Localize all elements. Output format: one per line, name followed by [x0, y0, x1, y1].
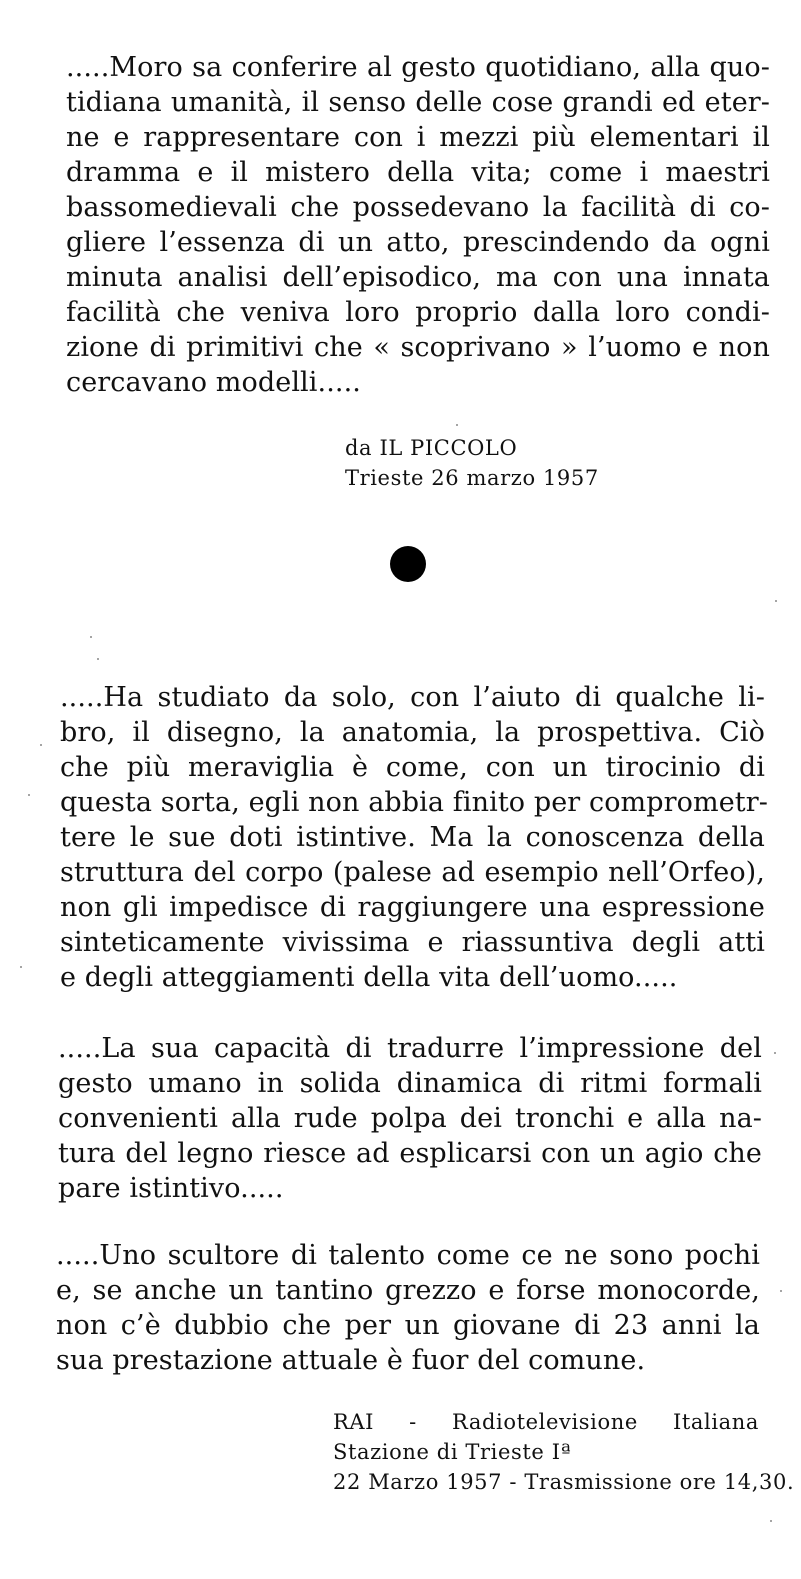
text-line: non gli impedisce di raggiungere una espressione — [60, 892, 765, 923]
text-line: tere le sue doti istintive. Ma la conoscenza della — [60, 822, 765, 853]
text-line: pare istintivo..... — [58, 1173, 284, 1204]
scan-speck — [97, 658, 99, 660]
scan-speck — [90, 636, 92, 638]
text-line: sinteticamente vivissima e riassuntiva degli atti — [60, 927, 765, 958]
source-publication: da IL PICCOLO — [345, 436, 518, 460]
source-attribution-il-piccolo — [345, 433, 599, 493]
review-paragraph-rai-1 — [60, 680, 768, 995]
text-line: cercavano modelli..... — [66, 367, 361, 398]
scan-speck — [40, 744, 42, 746]
scan-speck — [775, 600, 777, 602]
text-line: facilità che veniva loro proprio dalla loro condi- — [66, 297, 770, 328]
review-paragraph-rai-2 — [58, 1031, 762, 1206]
text-line: e, se anche un tantino grezzo e forse monocorde, — [56, 1275, 760, 1306]
source-broadcast-date: 22 Marzo 1957 - Trasmissione ore 14,30. — [333, 1470, 795, 1494]
text-line: tidiana umanità, il senso delle cose grandi ed eter- — [66, 87, 770, 118]
text-line: tura del legno riesce ad esplicarsi con un agio che — [58, 1138, 762, 1169]
text-line: bro, il disegno, la anatomia, la prospettiva. Ciò — [60, 717, 765, 748]
source-broadcaster: RAI - Radiotelevisione Italiana — [333, 1410, 759, 1434]
text-line: dramma e il mistero della vita; come i maestri — [66, 157, 770, 188]
source-station: Stazione di Trieste Iª — [333, 1440, 572, 1464]
text-line: .....Ha studiato da solo, con l’aiuto di qualche li- — [60, 682, 765, 713]
text-line: bassomedievali che possedevano la facilità di co- — [66, 192, 770, 223]
text-line: sua prestazione attuale è fuor del comune. — [56, 1345, 646, 1376]
text-line: zione di primitivi che « scoprivano » l’uomo e non — [66, 332, 770, 363]
text-line: struttura del corpo (palese ad esempio nell’Orfeo), — [60, 857, 765, 888]
scan-speck — [28, 794, 30, 796]
text-line: gliere l’essenza di un atto, prescindendo da ogni — [66, 227, 770, 258]
text-line: non c’è dubbio che per un giovane di 23 anni la — [56, 1310, 760, 1341]
scan-speck — [774, 1052, 776, 1054]
text-line: e degli atteggiamenti della vita dell’uomo..... — [60, 962, 678, 993]
text-line: gesto umano in solida dinamica di ritmi formali — [58, 1068, 762, 1099]
scan-speck — [20, 966, 22, 968]
source-date: Trieste 26 marzo 1957 — [345, 466, 599, 490]
text-line: minuta analisi dell’episodico, ma con una innata — [66, 262, 770, 293]
text-line: .....Uno scultore di talento come ce ne sono pochi — [56, 1240, 760, 1271]
text-line: convenienti alla rude polpa dei tronchi e alla na- — [58, 1103, 762, 1134]
text-line: che più meraviglia è come, con un tirocinio di — [60, 752, 765, 783]
scan-speck — [780, 1290, 782, 1292]
review-paragraph-il-piccolo — [66, 50, 770, 400]
text-line: .....La sua capacità di tradurre l’impressione del — [58, 1033, 762, 1064]
text-line: questa sorta, egli non abbia finito per comprometr- — [60, 787, 768, 818]
scan-speck — [456, 424, 458, 426]
source-attribution-rai — [333, 1407, 795, 1497]
review-paragraph-rai-3 — [56, 1238, 760, 1378]
scan-speck — [770, 1520, 772, 1522]
text-line: ne e rappresentare con i mezzi più elementari il — [66, 122, 770, 153]
section-separator-dot — [390, 546, 426, 582]
text-line: .....Moro sa conferire al gesto quotidiano, alla quo- — [66, 52, 770, 83]
